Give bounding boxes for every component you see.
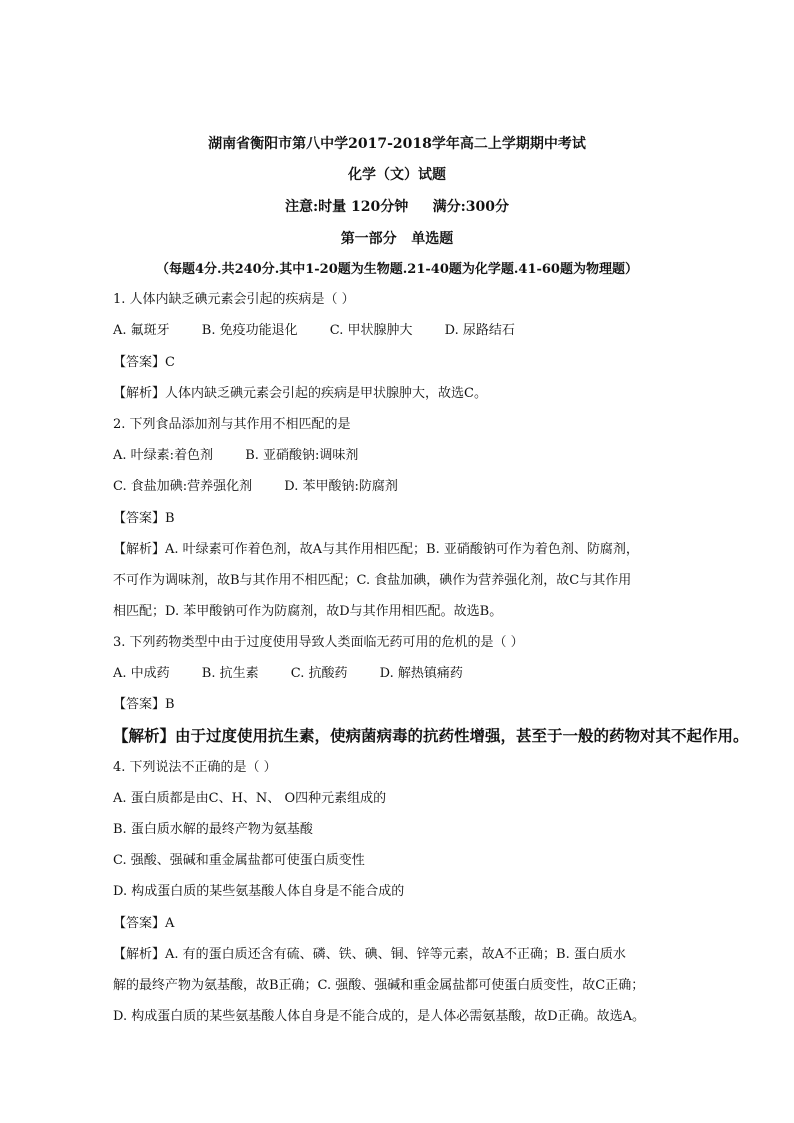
question-4-option-b: B. 蛋白质水解的最终产物为氨基酸 <box>113 822 313 837</box>
question-3-option-c: C. 抗酸药 <box>290 666 348 681</box>
question-4-explanation-line-1: 【解析】A. 有的蛋白质还含有硫、磷、铁、碘、铜、锌等元素，故A不正确；B. 蛋白质水 <box>113 947 626 962</box>
question-4-answer: 【答案】A <box>113 916 175 931</box>
question-2-answer: 【答案】B <box>113 511 175 526</box>
question-3-options <box>113 664 463 684</box>
question-2-explanation-line-1: 【解析】A. 叶绿素可作着色剂，故A与其作用相匹配；B. 亚硝酸钠可作为着色剂、防腐剂， <box>113 542 639 557</box>
question-2-explanation-line-2: 不可作为调味剂，故B与其作用不相匹配；C. 食盐加碘，碘作为营养强化剂，故C与其作用 <box>113 573 632 588</box>
section-heading: 第一部分 单选题 <box>340 231 454 247</box>
question-1-option-b: B. 免疫功能退化 <box>201 323 298 338</box>
question-3-option-b: B. 抗生素 <box>201 666 259 681</box>
question-1-option-d: D. 尿路结石 <box>444 323 515 338</box>
question-1-answer: 【答案】C <box>113 355 175 370</box>
question-2-option-b: B. 亚硝酸钠:调味剂 <box>245 448 359 463</box>
question-3-option-d: D. 解热镇痛药 <box>379 666 463 681</box>
question-2-option-a: A. 叶绿素:着色剂 <box>113 448 214 463</box>
question-4-explanation-line-3: D. 构成蛋白质的某些氨基酸人体自身是不能合成的，是人体必需氨基酸，故D正确。故选A。 <box>113 1009 646 1024</box>
question-2-option-d: D. 苯甲酸钠:防腐剂 <box>284 479 398 494</box>
question-4-stem: 4. 下列说法不正确的是（ ） <box>113 760 277 775</box>
question-3-explanation: 【解析】由于过度使用抗生素，使病菌病毒的抗药性增强，甚至于一般的药物对其不起作用。 <box>113 726 749 745</box>
question-1-options <box>113 321 515 341</box>
question-4-option-a: A. 蛋白质都是由C、H、N、 O四种元素组成的 <box>113 791 387 806</box>
question-2-option-c: C. 食盐加碘:营养强化剂 <box>113 479 253 494</box>
question-2-options-row-2 <box>113 477 398 497</box>
document-subject: 化学（文）试题 <box>348 167 446 183</box>
question-1-explanation: 【解析】人体内缺乏碘元素会引起的疾病是甲状腺肿大，故选C。 <box>113 386 487 401</box>
question-4-explanation-line-2: 解的最终产物为氨基酸，故B正确；C. 强酸、强碱和重金属盐都可使蛋白质变性，故C正确； <box>113 978 645 993</box>
question-3-option-a: A. 中成药 <box>113 666 170 681</box>
question-1-option-a: A. 氟斑牙 <box>113 323 170 338</box>
question-1-option-c: C. 甲状腺肿大 <box>329 323 413 338</box>
question-4-option-d: D. 构成蛋白质的某些氨基酸人体自身是不能合成的 <box>113 884 405 899</box>
question-2-stem: 2. 下列食品添加剂与其作用不相匹配的是 <box>113 417 351 432</box>
question-2-explanation-line-3: 相匹配；D. 苯甲酸钠可作为防腐剂，故D与其作用相匹配。故选B。 <box>113 604 503 619</box>
time-info: 注意:时量 120分钟 满分:300分 <box>284 199 510 215</box>
question-3-answer: 【答案】B <box>113 697 175 712</box>
document-title: 湖南省衡阳市第八中学2017-2018学年高二上学期期中考试 <box>208 136 586 152</box>
question-4-option-c: C. 强酸、强碱和重金属盐都可使蛋白质变性 <box>113 853 365 868</box>
question-3-stem: 3. 下列药物类型中由于过度使用导致人类面临无药可用的危机的是（ ） <box>113 635 524 650</box>
question-2-options-row-1 <box>113 446 358 466</box>
question-1-stem: 1. 人体内缺乏碘元素会引起的疾病是（ ） <box>113 292 355 307</box>
section-note: （每题4分.共240分.其中1-20题为生物题.21-40题为化学题.41-60题为物理题） <box>156 262 638 277</box>
